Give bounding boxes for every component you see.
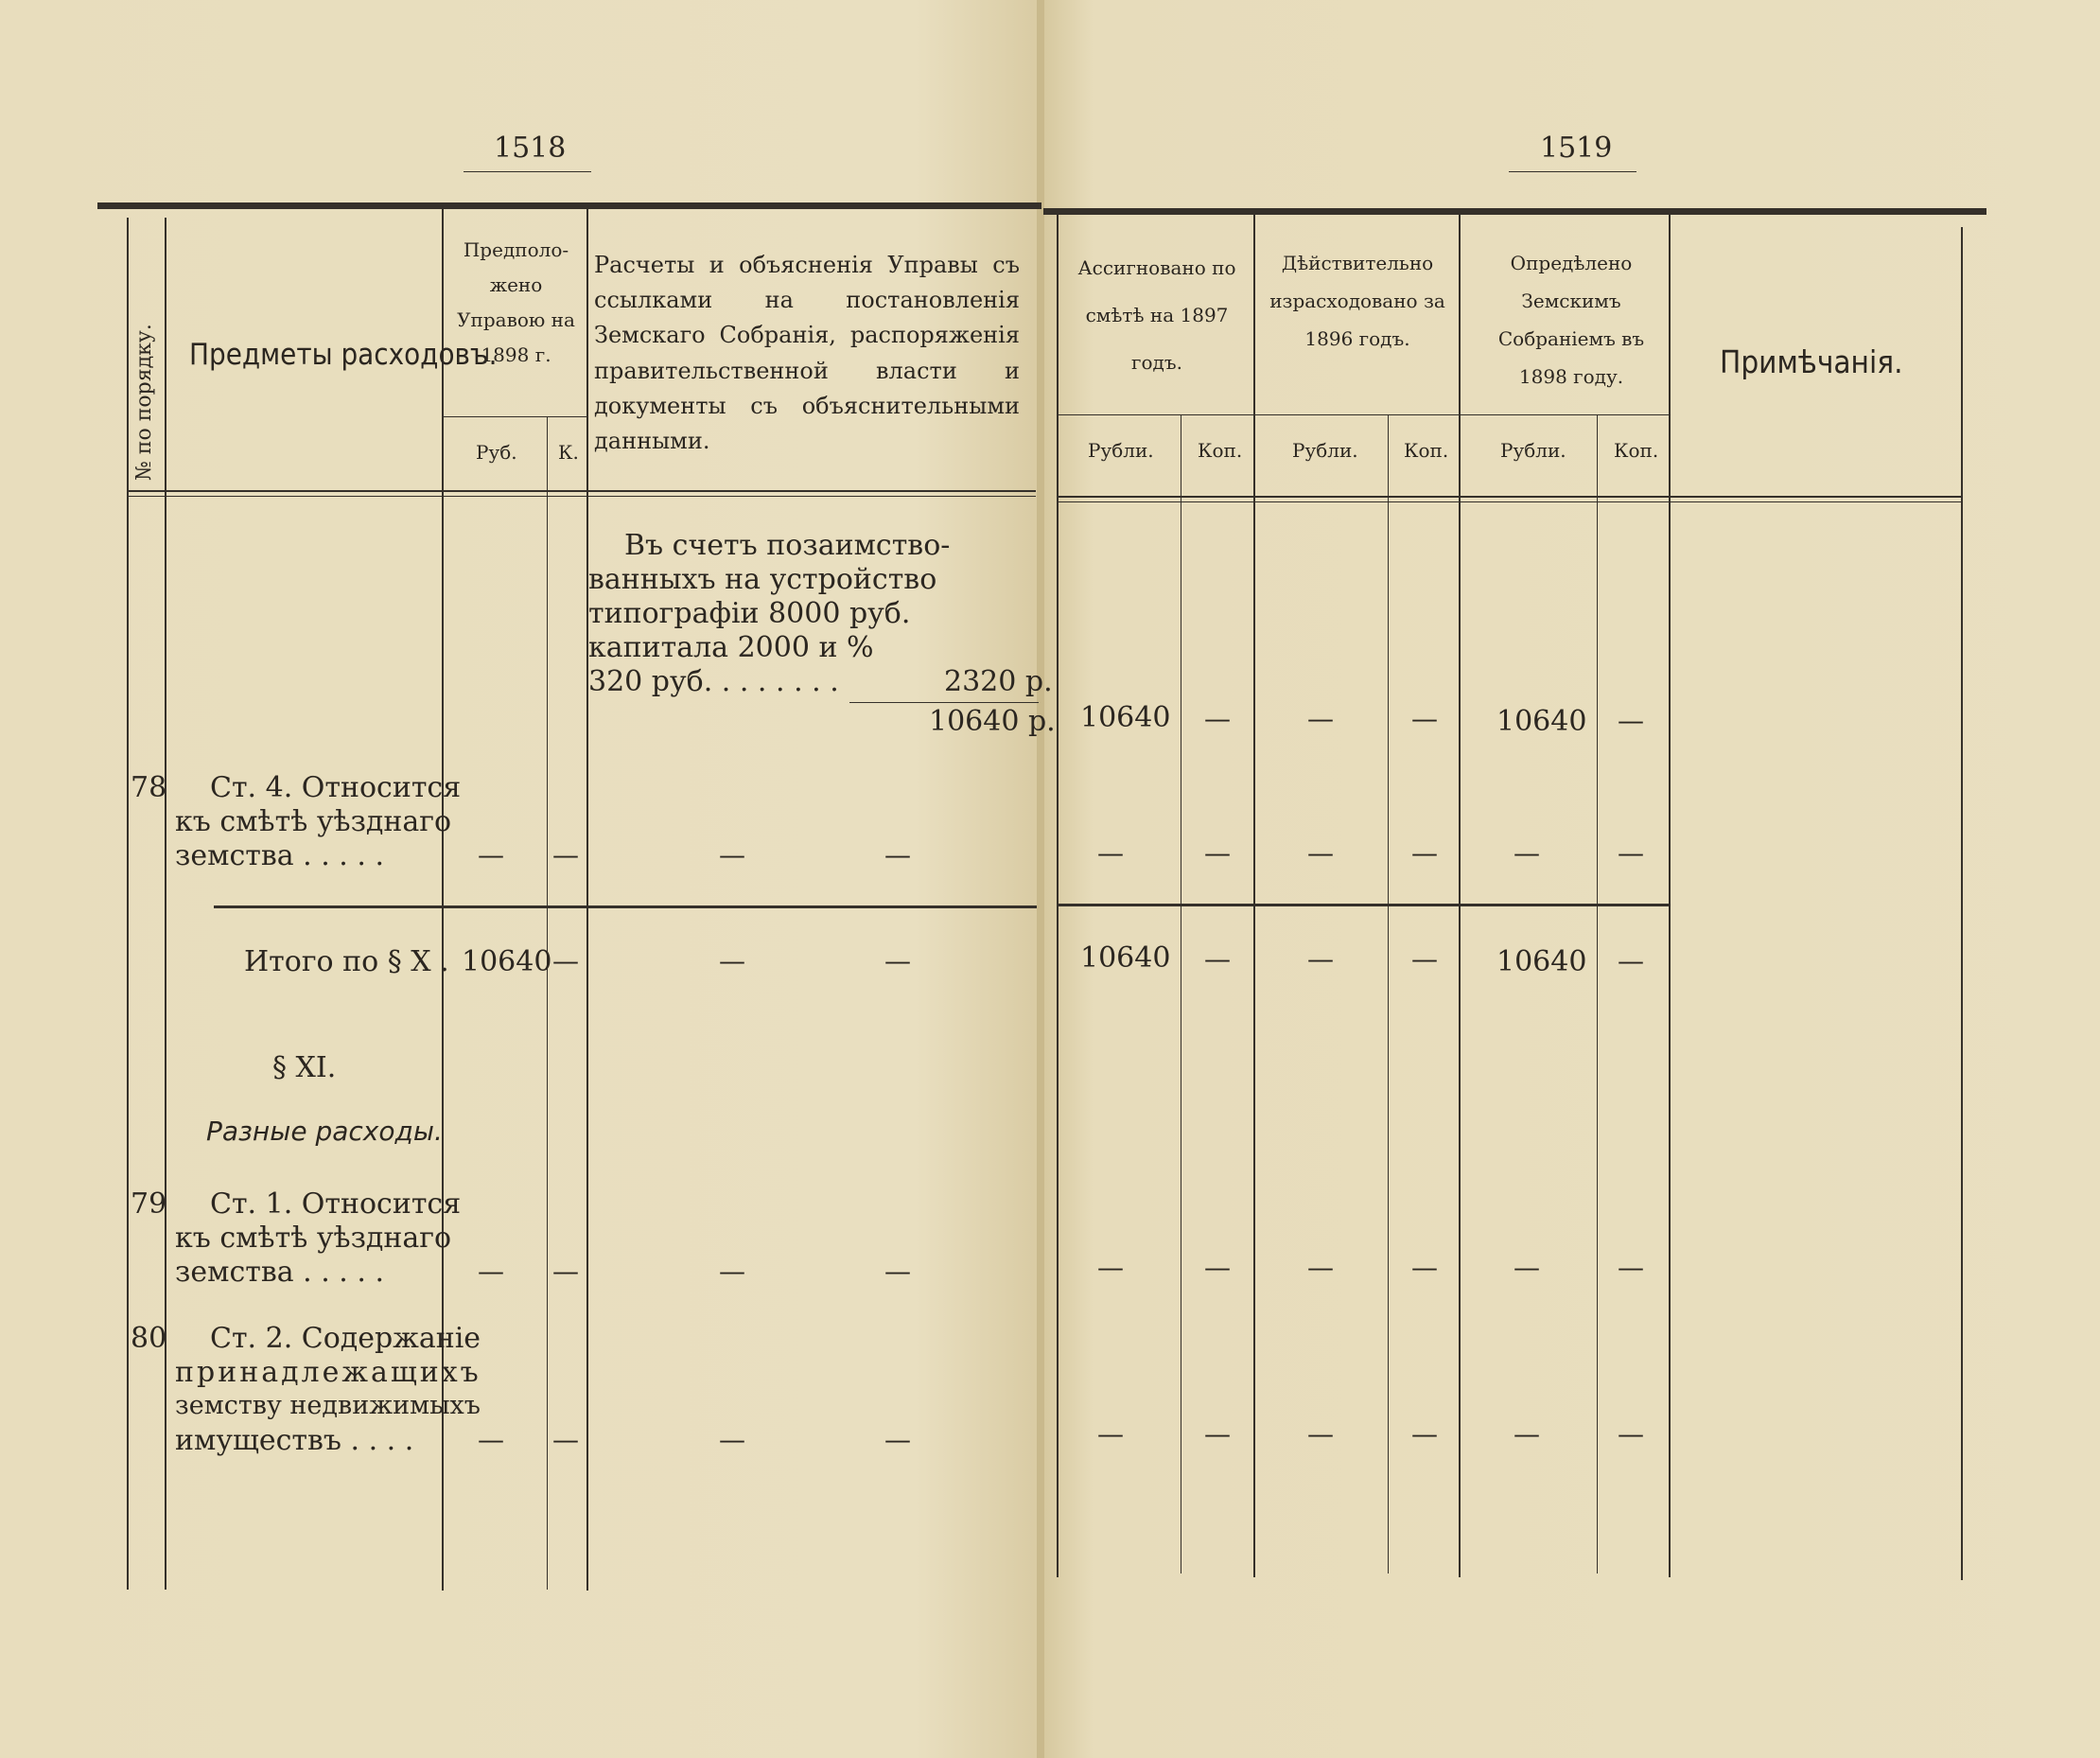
col-header-k: К.	[558, 441, 579, 464]
book-gutter	[1037, 0, 1044, 1758]
section-title: § XI.	[272, 1051, 337, 1084]
itogo-assigned: 10640	[1080, 941, 1171, 975]
dash: —	[1097, 837, 1124, 869]
itogo-proposed: 10640	[462, 945, 552, 978]
dash: —	[1307, 1418, 1334, 1450]
col-line	[1597, 414, 1598, 1573]
dash: —	[1204, 1418, 1231, 1450]
page-number-left: 1518	[494, 132, 567, 165]
col-header-determined: Опредѣлено Земскимъ Собраніемъ въ 1898 году.	[1497, 252, 1645, 388]
dash: —	[719, 1256, 745, 1287]
dash: —	[1411, 1252, 1438, 1283]
dash: —	[478, 1424, 504, 1455]
calc-line: типографіи 8000 руб.	[588, 597, 911, 630]
col-header-kop: Коп.	[1404, 439, 1449, 462]
dash: —	[1618, 945, 1644, 976]
header-rule-right	[1058, 496, 1961, 498]
col-line	[1961, 227, 1963, 1580]
dash: —	[1514, 1252, 1540, 1283]
dash: —	[1411, 837, 1438, 869]
col-header-number: № по порядку.	[132, 324, 156, 481]
row-number: 78	[131, 771, 167, 804]
col-header-spent: Дѣйствительно израсходовано за 1896 годъ.	[1269, 252, 1445, 350]
dash: —	[1307, 943, 1334, 975]
dash: —	[1204, 837, 1231, 869]
row-text: Ст. 4. Относится	[210, 771, 462, 804]
row-text: земства . . . . .	[175, 839, 384, 872]
dash: —	[884, 839, 911, 870]
row-text: принадлежащихъ	[175, 1356, 481, 1389]
col-header-rub: Руб.	[476, 441, 517, 464]
dash: —	[884, 945, 911, 976]
dash: —	[552, 839, 579, 870]
dash: —	[1514, 837, 1540, 869]
row-text: Ст. 2. Содержаніе	[210, 1322, 481, 1355]
col-line	[127, 218, 129, 1590]
dash: —	[1097, 1418, 1124, 1450]
dash: —	[1204, 703, 1231, 734]
row-text: къ смѣтѣ уѣзднаго	[175, 1222, 452, 1255]
section-subtitle: Разные расходы.	[206, 1116, 443, 1147]
dash: —	[719, 839, 745, 870]
rule	[443, 416, 586, 417]
dash: —	[1618, 1252, 1644, 1283]
dash: —	[719, 1424, 745, 1455]
calc-line: ванныхъ на устройство	[588, 563, 937, 596]
row-text: земству недвижимыхъ	[175, 1391, 481, 1420]
header-rule-right-2	[1058, 501, 1961, 502]
top-rule-right	[1043, 208, 1986, 215]
dash: —	[1618, 837, 1644, 869]
determined-value: 10640	[1496, 705, 1587, 738]
dash: —	[478, 1256, 504, 1287]
dash: —	[1411, 943, 1438, 975]
calc-line: 320 руб. . . . . . . .	[588, 665, 839, 698]
dash: —	[884, 1424, 911, 1455]
header-rule-left	[128, 490, 1036, 492]
itogo-label: Итого по § X .	[244, 945, 449, 978]
row-number: 80	[131, 1322, 167, 1355]
col-header-assigned: Ассигновано по смѣтѣ на 1897 годъ.	[1077, 256, 1236, 374]
col-header-rubli: Рубли.	[1292, 439, 1358, 462]
row-number: 79	[131, 1187, 167, 1221]
calc-total: 10640 р.	[929, 705, 1056, 738]
page-number-right: 1519	[1540, 132, 1613, 165]
col-header-proposed: Предполо-жено Управою на 1898 г.	[457, 238, 575, 366]
calc-line: капитала 2000 и %	[588, 631, 874, 664]
dash: —	[1618, 705, 1644, 736]
dash: —	[1514, 1418, 1540, 1450]
sum-rule	[849, 702, 1039, 703]
dash: —	[884, 1256, 911, 1287]
row-text: Ст. 1. Относится	[210, 1187, 462, 1221]
header-rule-left-2	[128, 496, 1036, 497]
col-header-rubli: Рубли.	[1500, 439, 1566, 462]
dash: —	[552, 1424, 579, 1455]
col-line	[586, 209, 588, 1591]
calc-amount: 2320 р.	[944, 665, 1053, 698]
top-rule-left	[97, 202, 1041, 209]
rule	[464, 171, 591, 172]
itogo-rule-left	[214, 905, 1037, 908]
row-text: имуществъ . . . .	[175, 1424, 414, 1457]
col-line	[547, 416, 548, 1590]
dash: —	[1204, 943, 1231, 975]
dash: —	[1618, 1418, 1644, 1450]
dash: —	[1307, 837, 1334, 869]
dash: —	[1204, 1252, 1231, 1283]
col-line	[1388, 414, 1389, 1573]
col-header-items: Предметы расходовъ.	[189, 338, 498, 372]
assigned-value: 10640	[1080, 701, 1171, 734]
rule	[1509, 171, 1636, 172]
dash: —	[552, 945, 579, 976]
col-line	[1459, 215, 1461, 1577]
col-line	[1669, 215, 1671, 1577]
dash: —	[719, 945, 745, 976]
rule	[1058, 414, 1671, 415]
col-line	[165, 218, 166, 1590]
dash: —	[1411, 703, 1438, 734]
dash: —	[1307, 1252, 1334, 1283]
col-header-rubli: Рубли.	[1088, 439, 1154, 462]
row-text: къ смѣтѣ уѣзднаго	[175, 805, 452, 838]
dash: —	[478, 839, 504, 870]
dash: —	[1097, 1252, 1124, 1283]
dash: —	[552, 1256, 579, 1287]
col-header-notes: Примѣчанія.	[1720, 343, 1903, 380]
col-line	[1057, 215, 1059, 1577]
calc-line: Въ счетъ позаимство-	[624, 529, 951, 562]
col-header-kop: Коп.	[1614, 439, 1659, 462]
col-header-explanations: Расчеты и объясненія Управы съ ссылками на постановленія Земскаго Собранія, распоряженія правительственной власти и документы съ объяснительными данными.	[594, 252, 1020, 454]
dash: —	[1411, 1418, 1438, 1450]
dash: —	[1307, 703, 1334, 734]
col-line	[1253, 215, 1255, 1577]
itogo-determined: 10640	[1496, 945, 1587, 978]
itogo-rule-right	[1058, 904, 1669, 906]
col-header-kop: Коп.	[1198, 439, 1243, 462]
row-text: земства . . . . .	[175, 1256, 384, 1289]
